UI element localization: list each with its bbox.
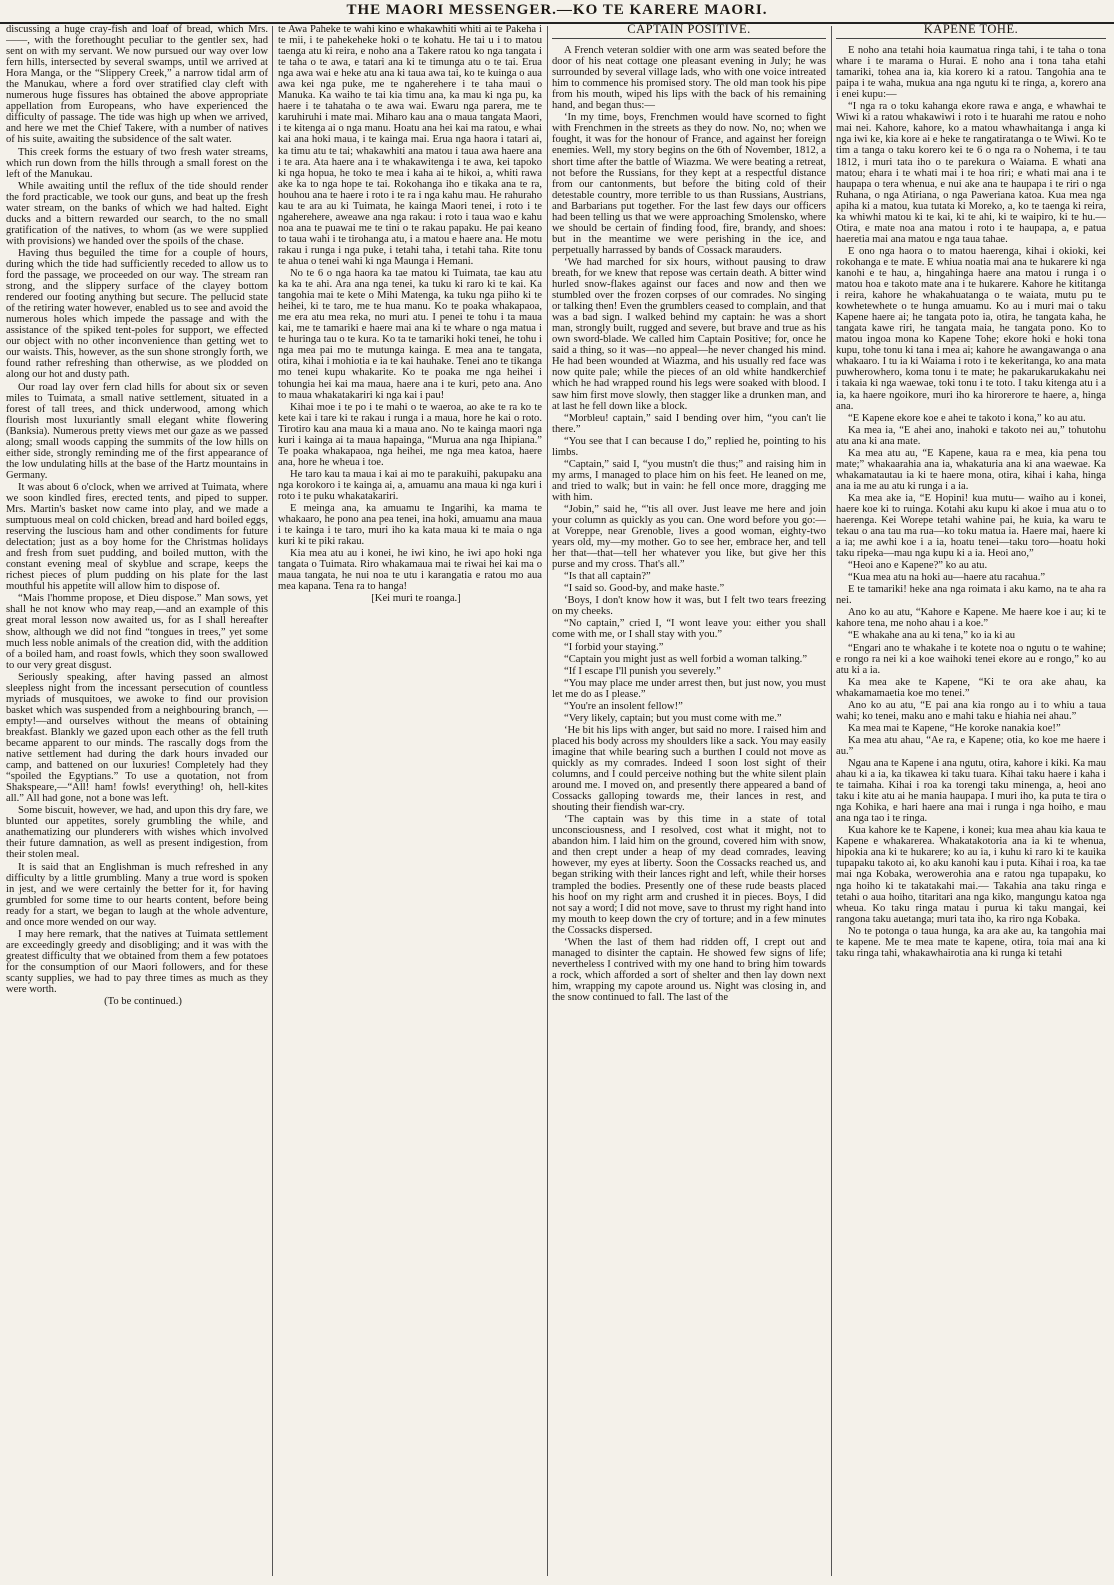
column-1 [6,24,268,1576]
column-4 [836,24,1106,1576]
paragraph: “E whakahe ana au ki tena,” ko ia ki au [848,630,1016,642]
paragraph: No te potonga o taua hunga, ka ara ake au, ka tangohia mai te kapene. Me te mea mate te kapene, otira, toia mai ana ki taku ringa tahi, whakawhairotia ana ki runga ki tetahi [836,925,1106,959]
column-rule [831,26,832,1576]
paragraph: It is said that an Englishman is much refreshed in any difficulty by a little grumbling. Many a true word is spoken in jest, and we were certainly the better for it, for having grumbled for some time to our hearts content, before being ready for a start, we began to laugh at the whole adventure, and once more wended on our way. [6,861,268,928]
paragraph: Kia mea atu au i konei, he iwi kino, he iwi apo hoki nga tangata o Tuimata. Riro whakamaua mai te riwai hei kai ma o maua tangata, he nui noa te utu i karangatia e ratou mo aua mea kapana. Tena ra to hanga! [278,548,542,593]
column-3 [552,24,826,1576]
paragraph: E noho ana tetahi hoia kaumatua ringa tahi, i te taha o tona whare i te marama o Hurai. E noho ana i tona taha etahi tamariki, tohea ana ia, kia korero ki a ratou. Tangohia ana te paipa i te waha, mukua ana nga ngutu ki te ringa, a, korero ana i enei kupu:— [836,45,1106,101]
paragraph: Kua kahore ke te Kapene, i konei; kua mea ahau kia kaua te Kapene e whakarerea. Whakatakotoria ana ia ki te whenua, hipokia ana ki te hukarere; ko au ia, i kuhu ki raro ki te kauika tupapaku takoto ai, ko aku kanohi kau i puta. Kihai i roa, ka tae mai nga Kobaka, werowerohia ana e ratou nga tupapaku, ko nga hoiho ki te takatakahi mai.— Takahia ana taku ringa e tetahi o aua hoiho, titaritari ana nga kiko, mangungu katoa nga wheua. Ko taku ringa matau i purua ki taku mangai, kei rangona taku auetanga; muri tata iho, ka riro nga Kobaka. [836,825,1106,925]
article-title: KAPENE TOHE. [836,24,1106,39]
paragraph: “Jobin,” said he, “'tis all over. Just leave me here and join your column as quickly as you can. One word before you go:—at Voreppe, near Grenoble, lives a good woman, eighty-two years old, my—my mother. Go to see her, embrace her, and tell her that—that—tell her whatever you like, but give her this purse and my cross. That's all.” [552,503,826,571]
paragraph: Ka mea atu ahau, “Ae ra, e Kapene; otia, ko koe me haere i au.” [836,734,1106,757]
paragraph: “If I escape I'll punish you severely.” [564,665,721,677]
paragraph: “Mais l'homme propose, et Dieu dispose.” Man sows, yet shall he not know who may reap,—and an example of this great moral lesson now awaited us, for as I shall hereafter show, although we did not find “tongues in trees,” yet some much less noble animals of the creation did, with the addition of a boiled ham, and roast fowls, which they soon swallowed to our very great disgust. [6,593,268,671]
paragraph: “Is that all captain?” [564,571,651,583]
paragraph: E ono nga haora o to matou haerenga, kihai i okioki, kei rokohanga e te mate. E whiua noatia mai ana te hukarere ki nga kanohi e te hau, a, hingahinga haere ana matou i runga i o matou hoa e takoto mate ana i te hukarere. Kahore he kititanga i reira, kahore he whakahuatanga o te waiata, mutu pu te kowhetewhete o te hunga amuamu. Ko au i muri mai o taku Kapene haere ai; he tangata poto ia, otira, he tangata kaha, he tangata kawe riri, he tangata maia, he tangata pono. Ko to matou ingoa mona ko Kapene Tohe; ekore hoki e hoki tona kupu, tohe tonu ki tana i mea ai; kahore he awangawanga o ana whakaaro. I tu ia ki Waiama i roto i te kekeritanga, ko ana mata puwherowhero, koma tonu i te mate; he pakarukarukakahu nei i takaia ki nga waewae, toki tonu i te toto. I taku kitenga atu i a ia, ka haere ngoikore, muri iho ka hirorerore te haere, a, hinga ana. [836,245,1106,412]
paragraph: “Engari ano te whakahe i te kotete noa o ngutu o te wahine; e rongo ra nei ki a koe waihoki tenei ekore au e rongo,” ko au atu ki a ia. [836,642,1106,676]
paragraph: A French veteran soldier with one arm was seated before the door of his neat cottage one pleasant evening in July; he was surrounded by several village lads, who with one voice intreated him to commence his promised story. The old man took his pipe from his mouth, wiped his lips with the back of his remaining hand, and began thus:— [552,45,826,112]
continued-note: [Kei muri te roanga.] [371,593,461,605]
paragraph: “Captain you might just as well forbid a woman talking.” [564,653,808,665]
paragraph: te Awa Paheke te wahi kino e whakawhiti whiti ai te Pakeha i te mii, i te pahekeheke hoki o te kohatu. He tai u i to matou taenga atu ki reira, e noho ana a Takere ratou ko nga tangata i te taha o te awa, e tatari ana ki te timunga atu o te tai. Erua nga awa wai e heke atu ana ki taua awa tai, ko te kuinga o aua awa kei nga puke, me te ngaherehere i te taha maui o Manuka. Ka waiho te tai kia timu ana, ka mau ki nga pu, ka haere i te tahataha o te awa wai. Ewaru nga parera, me te karuhiruhi i mate mai. Miharo kau ana o maua tangata Maori, i te kitenga ai o nga manu. Hoatu ana hei kai ma ratou, e whai kai ana hoki maua, i te kainga mai. Erua nga haora i tatari ai, ka timu atu te tai; whakawhiti ana matou i taua awa haere ana i te ara. Ata haere ana i te whakawitenga i te awa, kei tapoko ki nga hopua, he toko te mea i kaha ai te hikoi, a, whiti rawa ake ka to nga hope te tai. Rokohanga iho e tikaka ana te ra, houhou ana te haere i roto i te ra i nga kahu mau. He rahuraho kau te ara au ki Tuimata, he kainga Maori tenei, i roto i te ngaherehere, aweawe ana nga rakau: i roto i taua wao e kahu noa ana te puawai me te tini o te rakau papaku. He pai keano to taua wahi i te tirohanga atu, i a matou e haere ana. He motu rakau i runga i nga puke, i tetahi taha, i tetahi taha. Rite tonu te ahua o tenei wahi ki nga Maunga i Hemani. [278,24,542,267]
paragraph: “Kua mea atu na hoki au—haere atu racahua.” [848,572,1046,584]
paragraph: “You see that I can because I do,” replied he, pointing to his limbs. [552,435,826,458]
paragraph: I may here remark, that the natives at Tuimata settlement are exceedingly greedy and disobliging; and it was with the greatest difficulty that we obtained from them a few potatoes for the consumption of our Maori followers, and for these scanty supplies, we had to pay three times as much as they were worth. [6,928,268,996]
paragraph: “I forbid your staying.” [564,641,664,653]
paragraph: Some biscuit, however, we had, and upon this dry fare, we blunted our appetites, sorely grumbling the while, and anathematizing our plunderers with wishes which involved their future damnation, as well as present indigestion, from their stolen meal. [6,805,268,861]
paragraph: “I nga ra o toku kahanga ekore rawa e anga, e whawhai te Wiwi ki a ratou whakawiwi i roto i te huarahi me ratou e noho mai nei. Kahore, kahore, ko a matou whawhaitanga i anga ki nga iwi ke, kia kore ai e heke te rangatiratanga o te Wiwi. Ko te tim a tanga o taku korero kei te 6 o nga ra o Nohema, i te tau 1812, i muri tata iho o te parekura o Waiama. E whati ana matou; ehara i te whati mai i te hoa riri; e whati mai ana i te haupapa o tera whenua, e nui ake ana te haupapa i te riri o nga Ruhana, o nga Atiriana, o nga Paweriana katoa. Kua mea nga apiha ki a matou, kua tutata ki Moreko, a, ko te taenga ki reira, ka whiwhi matou ki te kai, ki te ahi, ki te waipiro, ki te hu.— Otira, e mate noa ana matou i roto i te haupapa, a, e patua haeretia mai ana matou e nga taua tahae. [836,101,1106,245]
paragraph: “Morbleu! captain,” said I bending over him, “you can't lie there.” [552,412,826,435]
paragraph: Our road lay over fern clad hills for about six or seven miles to Tuimata, a small native settlement, situated in a forest of tall trees, and thick underwood, among which flourish most luxuriantly small elegant white flowering (Banksia). Numerous pretty views met our gaze as we passed along; small woods capping the summits of the low hills on either side, strongly reminding me of the first appearance of the low undulating hills at the base of the Hartz mountains in Germany. [6,381,268,481]
paragraph: Having thus beguiled the time for a couple of hours, during which the tide had sufficiently receded to allow us to ford the passage, we proceeded on our way. The stream ran strong, and the slippery surface of the clayey bottom rendered our footing anything but secure. The pellucid state of the retiring water however, enabled us to see and avoid the numerous holes which impede the passage and with the assistance of the spiked tent-poles for support, we effected our object with no other inconvenience than getting wet to our waists. This, however, as the sun shone strongly forth, we found rather refreshing than otherwise, as we plodded on along our hot and dusty path. [6,247,268,381]
paragraph: Ka mea ia, “E ahei ano, inahoki e takoto nei au,” tohutohu atu ana ki ana mate. [836,424,1106,447]
paragraph: “You're an insolent fellow!” [564,700,683,712]
paragraph: This creek forms the estuary of two fresh water streams, which run down from the hills through a small forest on the left of the Manukau. [6,146,268,180]
paragraph: “Captain,” said I, “you mustn't die thus;” and raising him in my arms, I managed to place him on his feet. He leaned on me, and tried to walk; but in vain: he fell once more, dragging me with him. [552,458,826,503]
paragraph: Ka mea mai te Kapene, “He koroke nanakia koe!” [848,722,1061,734]
column-rule [272,26,273,1576]
paragraph: No te 6 o nga haora ka tae matou ki Tuimata, tae kau atu ka ka te ahi. Ara ana nga tenei, ka tuku ki raro ki te kai. Ka tangohia mai te kete o Mihi Matenga, ka tuku nga piiho ki te heihei, ki te taro, me te hua manu. Ko te poaka whakapaoa, me era atu mea reka, no muri atu. I penei te tohu i ta maua kai, me te tamariki e haere mai ana ki te whare o nga matua i te huringa tau o te kura. Ko ta te tamariki hoki tenei, he tohu i nga mea pai mo te mutunga kainga. E mea ana te tangata, otira, kihai i mohiotia e ia te kai hauhake. Tenei ano te tikanga mo tenei kupu whakarite. Ko te poaka me nga heihei i tohungia hei kai ma maua, haere ana i te kuri, peto ana. Ano to maua whakatakariri ki nga kai i pau! [278,268,542,401]
paragraph: Ka mea ake te Kapene, “Ki te ora ake ahau, ka whakamamaetia koe mo tenei.” [836,676,1106,699]
article-title: CAPTAIN POSITIVE. [552,24,826,39]
paragraph: “Heoi ano e Kapene?” ko au atu. [848,560,988,572]
paragraph: ‘In my time, boys, Frenchmen would have scorned to fight with Frenchmen in the streets as they do now. No, no; when we fought, it was for the honour of France, and against her foreign enemies. Well, my story begins on the 6th of November, 1812, a short time after the battle of Wiazma. We were beating a retreat, not before the Russians, for they kept at a respectful distance from our cantonments, but before the biting cold of their detestable country, more terrible to us than Russians, Austrians, and Barbarians put together. For the last few days our officers had been telling us that we were approaching Smolensko, where we should be certain of finding food, fire, brandy, and shoes: but in the meantime we were perishing in the ice, and perpetually harrassed by bands of Cossack marauders. [552,112,826,256]
paragraph: Ano ko au atu, “E pai ana kia rongo au i to whiu a taua wahi; ko tenei, maku ano e mahi taku e hiahia nei ahau.” [836,699,1106,722]
paragraph: He taro kau ta maua i kai ai mo te parakuihi, pakupaku ana nga korokoro i te kainga ai, a, amuamu ana maua ki nga kuri i roto i te puku whakatakariri. [278,468,542,502]
column-rule [547,26,548,1576]
column-2 [278,24,542,1576]
masthead [0,0,1114,24]
masthead-title: THE MAORI MESSENGER.—KO TE KARERE MAORI. [346,2,768,18]
paragraph: ‘Boys, I don't know how it was, but I felt two tears freezing on my cheeks. [552,595,826,618]
paragraph: Ka mea ake ia, “E Hopini! kua mutu— waiho au i konei, haere koe ki to ruinga. Kotahi aku kupu ki akoe i mua atu o to haerenga. Kei Worepe tetahi wahine pai, he kuia, ka waru te tekau o ana tau ma rua—ko toku matua ia. Haere mai, haere ki a ia; me awhi koe i a ia, hoatu tenei—taku toro—hoatu hoki taku ripeka—mau nga kupu ki a ia. Heoi ano,” [836,492,1106,560]
paragraph: ‘The captain was by this time in a state of total unconsciousness, and I resolved, cost what it might, not to abandon him. I laid him on the ground, covered him with snow, and then crept under a heap of my dead comrades, leaving however, my eyes at liberty. Soon the Cossacks reached us, and began striking with their lances right and left, while their horses trampled the bodies. Presently one of these rude beasts placed his hoof on my right arm and crushed it in pieces. Boys, I did not say a word; I did not move, save to thrust my right hand into my mouth to keep down the cry of torture; and in a few minutes the Cossacks dispersed. [552,814,826,936]
paragraph: Ka mea atu au, “E Kapene, kaua ra e mea, kia pena tou mate;” whakaarahia ana ia, whakaturia ana ki ana waewae. Ka whakamatautau ia ki te haere mona, otira, kihai i kaha, hinga ana ia me au atu ki runga i a ia. [836,447,1106,492]
paragraph: E meinga ana, ka amuamu te Ingarihi, ka mama te whakaaro, he pono ana pea tenei, ina hoki, amuamu ana maua i te kainga i te taro, muri iho ka kata maua ki te maia o nga kuri ki te piki rakau. [278,503,542,548]
paragraph: Seriously speaking, after having passed an almost sleepless night from the incessant persecution of countless myriads of musquitoes, we awoke to find our provision basket which was suspended from a neighbouring branch, —empty!—and ourselves without the means of obtaining breakfast. Blankly we gazed upon each other as the fell truth became apparent to our minds. The rascally dogs from the native settlement had during the dark hours invaded our camp, and battened on our luxuries! Completely had they “spoiled the Egyptians.” To use a quotation, not from Shakspeare,—“All! ham! fowls! everything! oh, hell-kites all.” All had gone, not a bone was left. [6,671,268,805]
paragraph: ‘He bit his lips with anger, but said no more. I raised him and placed his body across my shoulders like a sack. You may easily imagine that while bearing such a burthen I could not move as quickly as my comrades. Indeed I soon lost sight of their columns, and I could perceive nothing but the white silent plain around me. I moved on, and presently there appeared a band of Cossacks galloping towards me, their lances in rest, and shouting their fiendish war-cry. [552,724,826,814]
paragraph: “E Kapene ekore koe e ahei te takoto i kona,” ko au atu. [848,412,1086,424]
paragraph: ‘When the last of them had ridden off, I crept out and managed to disinter the captain. He showed few signs of life; nevertheless I contrived with my one hand to bring him towards a rock, which afforded a sort of shelter and then lay down next him, wrapping my capote around us. Night was closing in, and the snow continued to fall. The last of the [552,936,826,1003]
paragraph: “You may place me under arrest then, but just now, you must let me do as I please.” [552,677,826,700]
paragraph: Ngau ana te Kapene i ana ngutu, otira, kahore i kiki. Ka mau ahau ki a ia, ka tikawea ki taku tuara. Kihai taku haere i kaha i te taimaha. Kihai i roa ka torengi taku minenga, a, heoi ano taku i kite atu ai he mania haupapa. I muri iho, ka puta te tira o nga Kohika, e hari haere ana mai i runga i nga hoiho, e mau ana nga tao i te ringa. [836,758,1106,825]
continued-note: (To be continued.) [104,996,182,1008]
paragraph: discussing a huge cray-fish and loaf of bread, which Mrs.——, with the forethought peculiar to the gentler sex, had sent on with my servant. We now pursued our way over low fern hills, intersected by several swamps, until we arrived at Hora Manga, or the “Slippery Creek,” a narrow tidal arm of the Manukau, where a ford over stratified clay cleft with numerous huge fissures has obtained the above appropriate appellation from Europeans, who have experienced the difficulty of passage. The tide was high up when we arrived, and here we met the Chief Takere, with a number of natives of his suite, awaiting the subsidence of the salt water. [6,24,268,146]
paragraph: “Very likely, captain; but you must come with me.” [564,712,782,724]
paragraph: ‘We had marched for six hours, without pausing to draw breath, for we knew that repose was certain death. A bitter wind hurled snow-flakes against our faces and now and then we stumbled over the frozen corpses of our comrades. No singing or talking then! Even the grumblers ceased to complain, and that was a bad sign. I walked behind my captain: he was a short man, strongly built, rugged and severe, but brave and true as his own sword-blade. We called him Captain Positive; for, once he said a thing, so it was—no appeal—he never changed his mind. He had been wounded at Wiazma, and his usually red face was now quite pale; while the pieces of an old white handkerchief which he had wrapped round his legs were soaked with blood. I saw him first move slowly, then stagger like a drunken man, and at last he fell down like a block. [552,256,826,412]
paragraph: Ano ko au atu, “Kahore e Kapene. Me haere koe i au; ki te kahore tena, me noho ahau i a koe.” [836,607,1106,630]
paragraph: E te tamariki! heke ana nga roimata i aku kamo, na te aha ra nei. [836,584,1106,607]
paragraph: It was about 6 o'clock, when we arrived at Tuimata, where we soon kindled fires, erected tents, and piped to supper. Mrs. Martin's basket now came into play, and we made a sumptuous meal on cold chicken, bread and hard boiled eggs, reserving the luscious ham and other condiments for future delectation; just as a boy home for the Christmas holidays and fresh from suet pudding, and boiled mutton, with the constant evening meal of skyblue and scrape, keeps the richest pieces of plum pudding on his plate for the last mouthful his appetite will allow him to dispose of. [6,481,268,593]
paragraph: While awaiting until the reflux of the tide should render the ford practicable, we took our guns, and beat up the fresh water stream, on the banks of which we had halted. Eight ducks and a bittern rewarded our search, to the no small gratification of the natives, to whom (as we were supplied with provisions) we handed over the spoils of the chase. [6,180,268,247]
paragraph: “I said so. Good-by, and make haste.” [564,583,725,595]
paragraph: Kihai moe i te po i te mahi o te waeroa, ao ake te ra ko te kete kai i tare ki te rakau i runga i a maua, hore he kai o roto. Tirotiro kau ana maua ki a maua ano. No te kainga maori nga kuri i kainga ai ta maua hapainga, “Murua ana nga Ihipiana.” Te poaka whakapaoa, nga heihei, me nga mea katoa, haere ana, hore he wheua i toe. [278,401,542,468]
paragraph: “No captain,” cried I, “I wont leave you: either you shall come with me, or I shall stay with you.” [552,618,826,641]
